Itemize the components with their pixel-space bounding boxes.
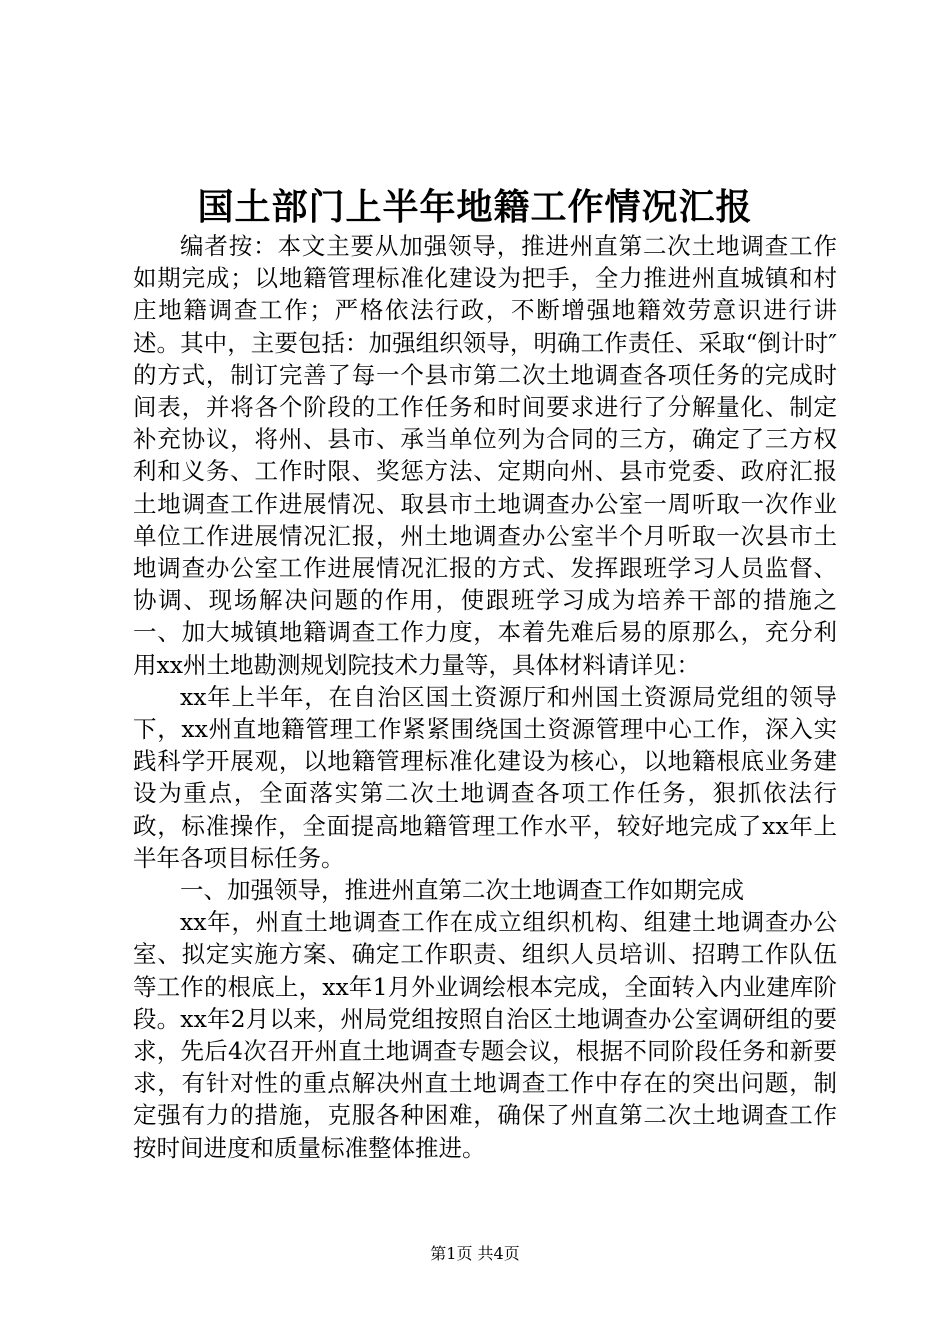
page-number-footer: 第1页 共4页 (430, 1244, 520, 1263)
document-title: 国土部门上半年地籍工作情况汇报 (197, 186, 753, 228)
summary-paragraph: xx年上半年，在自治区国土资源厅和州国土资源局党组的领导下，xx州直地籍管理工作紧紧围绕国土资源管理中心工作，深入实践科学开展观，以地籍管理标准化建设为核心，以地籍根底业务建设为重点，全面落实第二次土地调查各项工作任务，狠抓依法行政，标准操作，全面提高地籍管理工作水平，较好地完成了xx年上半年各项目标任务。 (133, 682, 837, 872)
section-paragraph: xx年，州直土地调查工作在成立组织机构、组建土地调查办公室、拟定实施方案、确定工作职责、组织人员培训、招聘工作队伍等工作的根底上，xx年1月外业调绘根本完成，全面转入内业建库阶段。xx年2月以来，州局党组按照自治区土地调查办公室调研组的要求，先后4次召开州直土地调查专题会议，根据不同阶段任务和新要求，有针对性的重点解决州直土地调查工作中存在的突出问题，制定强有力的措施，克服各种困难，确保了州直第二次土地调查工作按时间进度和质量标准整体推进。 (133, 908, 837, 1162)
section-heading: 一、加强领导，推进州直第二次土地调查工作如期完成 (180, 876, 744, 905)
editor-note-paragraph: 编者按：本文主要从加强领导，推进州直第二次土地调查工作如期完成；以地籍管理标准化建设为把手，全力推进州直城镇和村庄地籍调查工作；严格依法行政，不断增强地籍效劳意识进行讲述。其中，主要包括：加强组织领导，明确工作责任、采取“倒计时″的方式，制订完善了每一个县市第二次土地调查各项任务的完成时间表，并将各个阶段的工作任务和时间要求进行了分解量化、制定补充协议，将州、县市、承当单位列为合同的三方，确定了三方权利和义务、工作时限、奖惩方法、定期向州、县市党委、政府汇报土地调查工作进展情况、取县市土地调查办公室一周听取一次作业单位工作进展情况汇报，州土地调查办公室半个月听取一次县市土地调查办公室工作进展情况汇报的方式、发挥跟班学习人员监督、协调、现场解决问题的作用，使跟班学习成为培养干部的措施之一、加大城镇地籍调查工作力度，本着先难后易的原那么，充分利用xx州土地勘测规划院技术力量等，具体材料请详见： (133, 232, 837, 679)
document-body (133, 230, 837, 1164)
